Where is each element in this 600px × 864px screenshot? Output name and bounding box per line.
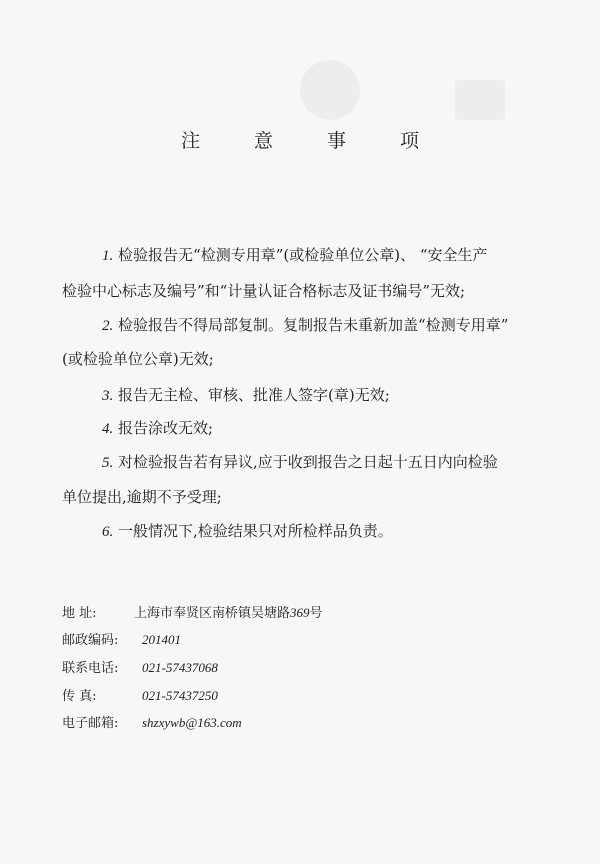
notice-text: 检验报告无“检测专用章”(或检验单位公章)、 “安全生产	[118, 246, 488, 264]
email-label: 电子邮箱:	[62, 716, 119, 731]
email-row	[62, 712, 242, 731]
fax-value: 021-57437250	[142, 688, 218, 703]
notice-number: 3.	[102, 388, 114, 404]
phone-row	[62, 657, 218, 676]
notice-item-5-line-2	[62, 485, 552, 509]
postal-code-row	[62, 629, 181, 648]
notice-text: 一般情况下,检验结果只对所检样品负责。	[118, 522, 393, 540]
notice-number: 5.	[102, 455, 114, 471]
notice-number: 2.	[102, 318, 114, 334]
notice-text: 对检验报告若有异议,应于收到报告之日起十五日内向检验	[118, 453, 498, 471]
faint-seal-mark	[300, 60, 360, 120]
phone-value: 021-57437068	[142, 660, 218, 675]
faint-stamp-mark	[455, 80, 505, 120]
address-label: 地 址:	[62, 606, 97, 621]
notice-item-1-line-1	[62, 243, 552, 268]
postal-code-label: 邮政编码:	[62, 633, 119, 648]
postal-code-value: 201401	[142, 632, 181, 647]
notice-text: 检验报告不得局部复制。复制报告未重新加盖“检测专用章”	[118, 316, 509, 334]
notice-item-4	[62, 416, 552, 441]
address-row	[62, 602, 323, 621]
notice-number: 6.	[102, 524, 114, 540]
notice-text: 单位提出,逾期不予受理;	[62, 488, 222, 506]
notice-text: 检验中心标志及编号”和“计量认证合格标志及证书编号”无效;	[62, 282, 466, 300]
notice-item-2-line-1	[62, 313, 552, 338]
notice-text: 报告涂改无效;	[118, 419, 214, 437]
address-value: 上海市奉贤区南桥镇吴塘路	[134, 606, 291, 621]
notice-text: (或检验单位公章)无效;	[62, 350, 214, 368]
address-suffix: 号	[309, 606, 323, 621]
phone-label: 联系电话:	[62, 661, 119, 676]
notice-number: 4.	[102, 421, 114, 437]
notice-item-5-line-1	[62, 450, 552, 475]
page-title: 注 意 事 项	[180, 130, 444, 152]
notice-item-3	[62, 383, 552, 408]
notice-number: 1.	[102, 248, 114, 264]
email-value: shzxywb@163.com	[142, 715, 242, 730]
fax-row	[62, 685, 218, 704]
notice-item-2-line-2	[62, 347, 552, 371]
notice-item-6	[62, 519, 552, 544]
notice-item-1-line-2	[62, 279, 552, 303]
fax-label: 传 真:	[62, 689, 97, 704]
notice-text: 报告无主检、审核、批准人签字(章)无效;	[118, 386, 390, 404]
address-number: 369	[290, 605, 310, 620]
